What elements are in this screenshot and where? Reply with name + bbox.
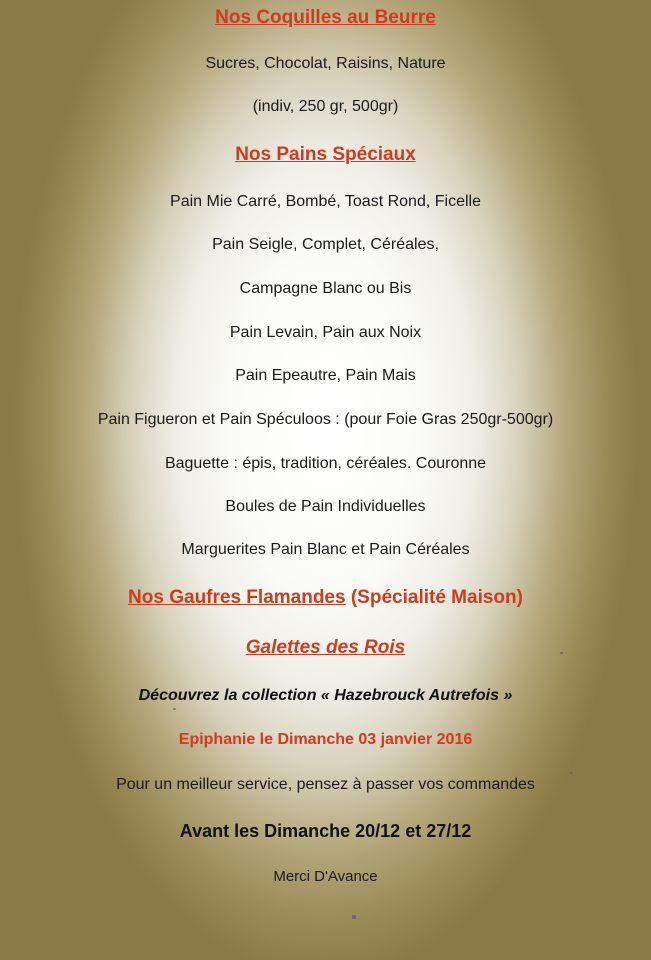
gaufres-heading [0,586,651,610]
service-line: Pour un meilleur service, pensez à passer vos commandes [116,776,535,793]
paper-speck [173,708,176,710]
pains-item: Pain Epeautre, Pain Mais [235,367,416,384]
pains-item: Pain Mie Carré, Bombé, Toast Rond, Ficelle [170,193,481,210]
coquilles-heading [0,6,651,30]
galettes-title: Galettes des Rois [245,637,406,658]
coquilles-sizes: (indiv, 250 gr, 500gr) [252,98,399,115]
coquilles-flavors: Sucres, Chocolat, Raisins, Nature [205,55,446,72]
collection-line: Découvrez la collection « Hazebrouck Autrefois » [138,687,513,704]
gaufres-title: Nos Gaufres Flamandes [128,587,346,608]
pains-item: Pain Figueron et Pain Spéculoos : (pour Foie Gras 250gr-500gr) [97,411,554,428]
pains-item: Pain Seigle, Complet, Céréales, [212,236,439,253]
pains-item: Baguette : épis, tradition, céréales. Couronne [164,455,487,472]
paper-speck [570,772,573,774]
thanks-line: Merci D'Avance [273,868,378,885]
galettes-heading [0,636,651,660]
pains-item: Boules de Pain Individuelles [225,498,426,515]
deadline-line: Avant les Dimanche 20/12 et 27/12 [179,821,472,841]
gaufres-suffix: (Spécialité Maison) [345,587,523,608]
paper-speck [352,915,356,919]
pains-item: Pain Levain, Pain aux Noix [229,324,422,341]
paper-speck [560,652,563,654]
pains-title: Nos Pains Spéciaux [235,144,416,165]
epiphanie-line: Epiphanie le Dimanche 03 janvier 2016 [178,731,473,748]
coquilles-title: Nos Coquilles au Beurre [215,7,436,28]
pains-heading [0,143,651,167]
pains-item: Marguerites Pain Blanc et Pain Céréales [181,541,470,558]
pains-item: Campagne Blanc ou Bis [239,280,412,297]
